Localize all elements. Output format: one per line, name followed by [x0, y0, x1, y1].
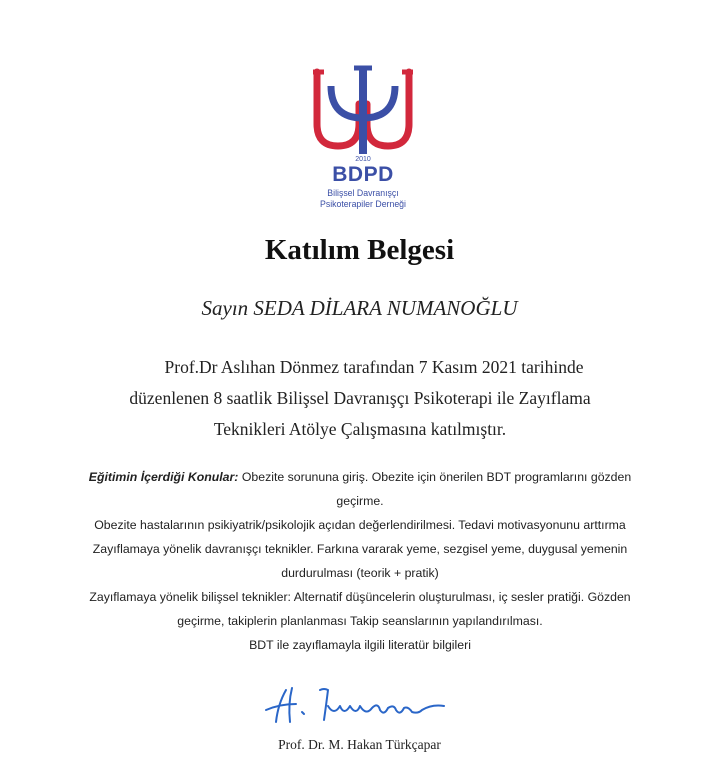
logo-year: 2010	[355, 156, 371, 162]
logo-line-1: Bilişsel Davranışçı	[327, 188, 399, 199]
recipient-name: Sayın SEDA DİLARA NUMANOĞLU	[201, 296, 518, 320]
topic-item: Zayıflamaya yönelik bilişsel teknikler: Alternatif düşüncelerin oluşturulması, iç sesler pratiği. Gözden geçirme, takiplerin planlanması Takip seanslarının yapılandırılması.	[89, 590, 631, 628]
topic-item	[80, 465, 640, 513]
logo-acronym: BDPD	[332, 163, 394, 186]
topic-text: Obezite sorununa giriş. Obezite için önerilen BDT programlarını gözden geçirme.	[241, 470, 632, 508]
certificate-body: Prof.Dr Aslıhan Dönmez tarafından 7 Kasım 2021 tarihinde düzenlenen 8 saatlik Bilişsel Davranışçı Psikoterapi ile Zayıflama Teknikleri Atölye Çalışmasına katılmıştır.	[129, 357, 591, 439]
topic-item: BDT ile zayıflamayla ilgili literatür bilgileri	[249, 638, 471, 652]
certificate-title: Katılım Belgesi	[264, 234, 455, 266]
topic-item: Obezite hastalarının psikiyatrik/psikolojik açıdan değerlendirilmesi. Tedavi motivasyonunu arttırma	[94, 518, 626, 532]
topics-section	[80, 465, 640, 657]
topic-item: Zayıflamaya yönelik davranışçı teknikler. Farkına vararak yeme, sezgisel yeme, duygusal yemenin durdurulması (teorik + pratik)	[92, 542, 628, 580]
logo-line-2: Psikoterapiler Derneği	[320, 199, 406, 210]
psi-logo-icon	[304, 62, 422, 162]
topics-label: Eğitimin İçerdiği Konular:	[88, 470, 239, 484]
bdpd-logo	[304, 62, 422, 217]
signer-name: Prof. Dr. M. Hakan Türkçapar	[278, 737, 441, 752]
handwritten-signature	[262, 682, 462, 727]
